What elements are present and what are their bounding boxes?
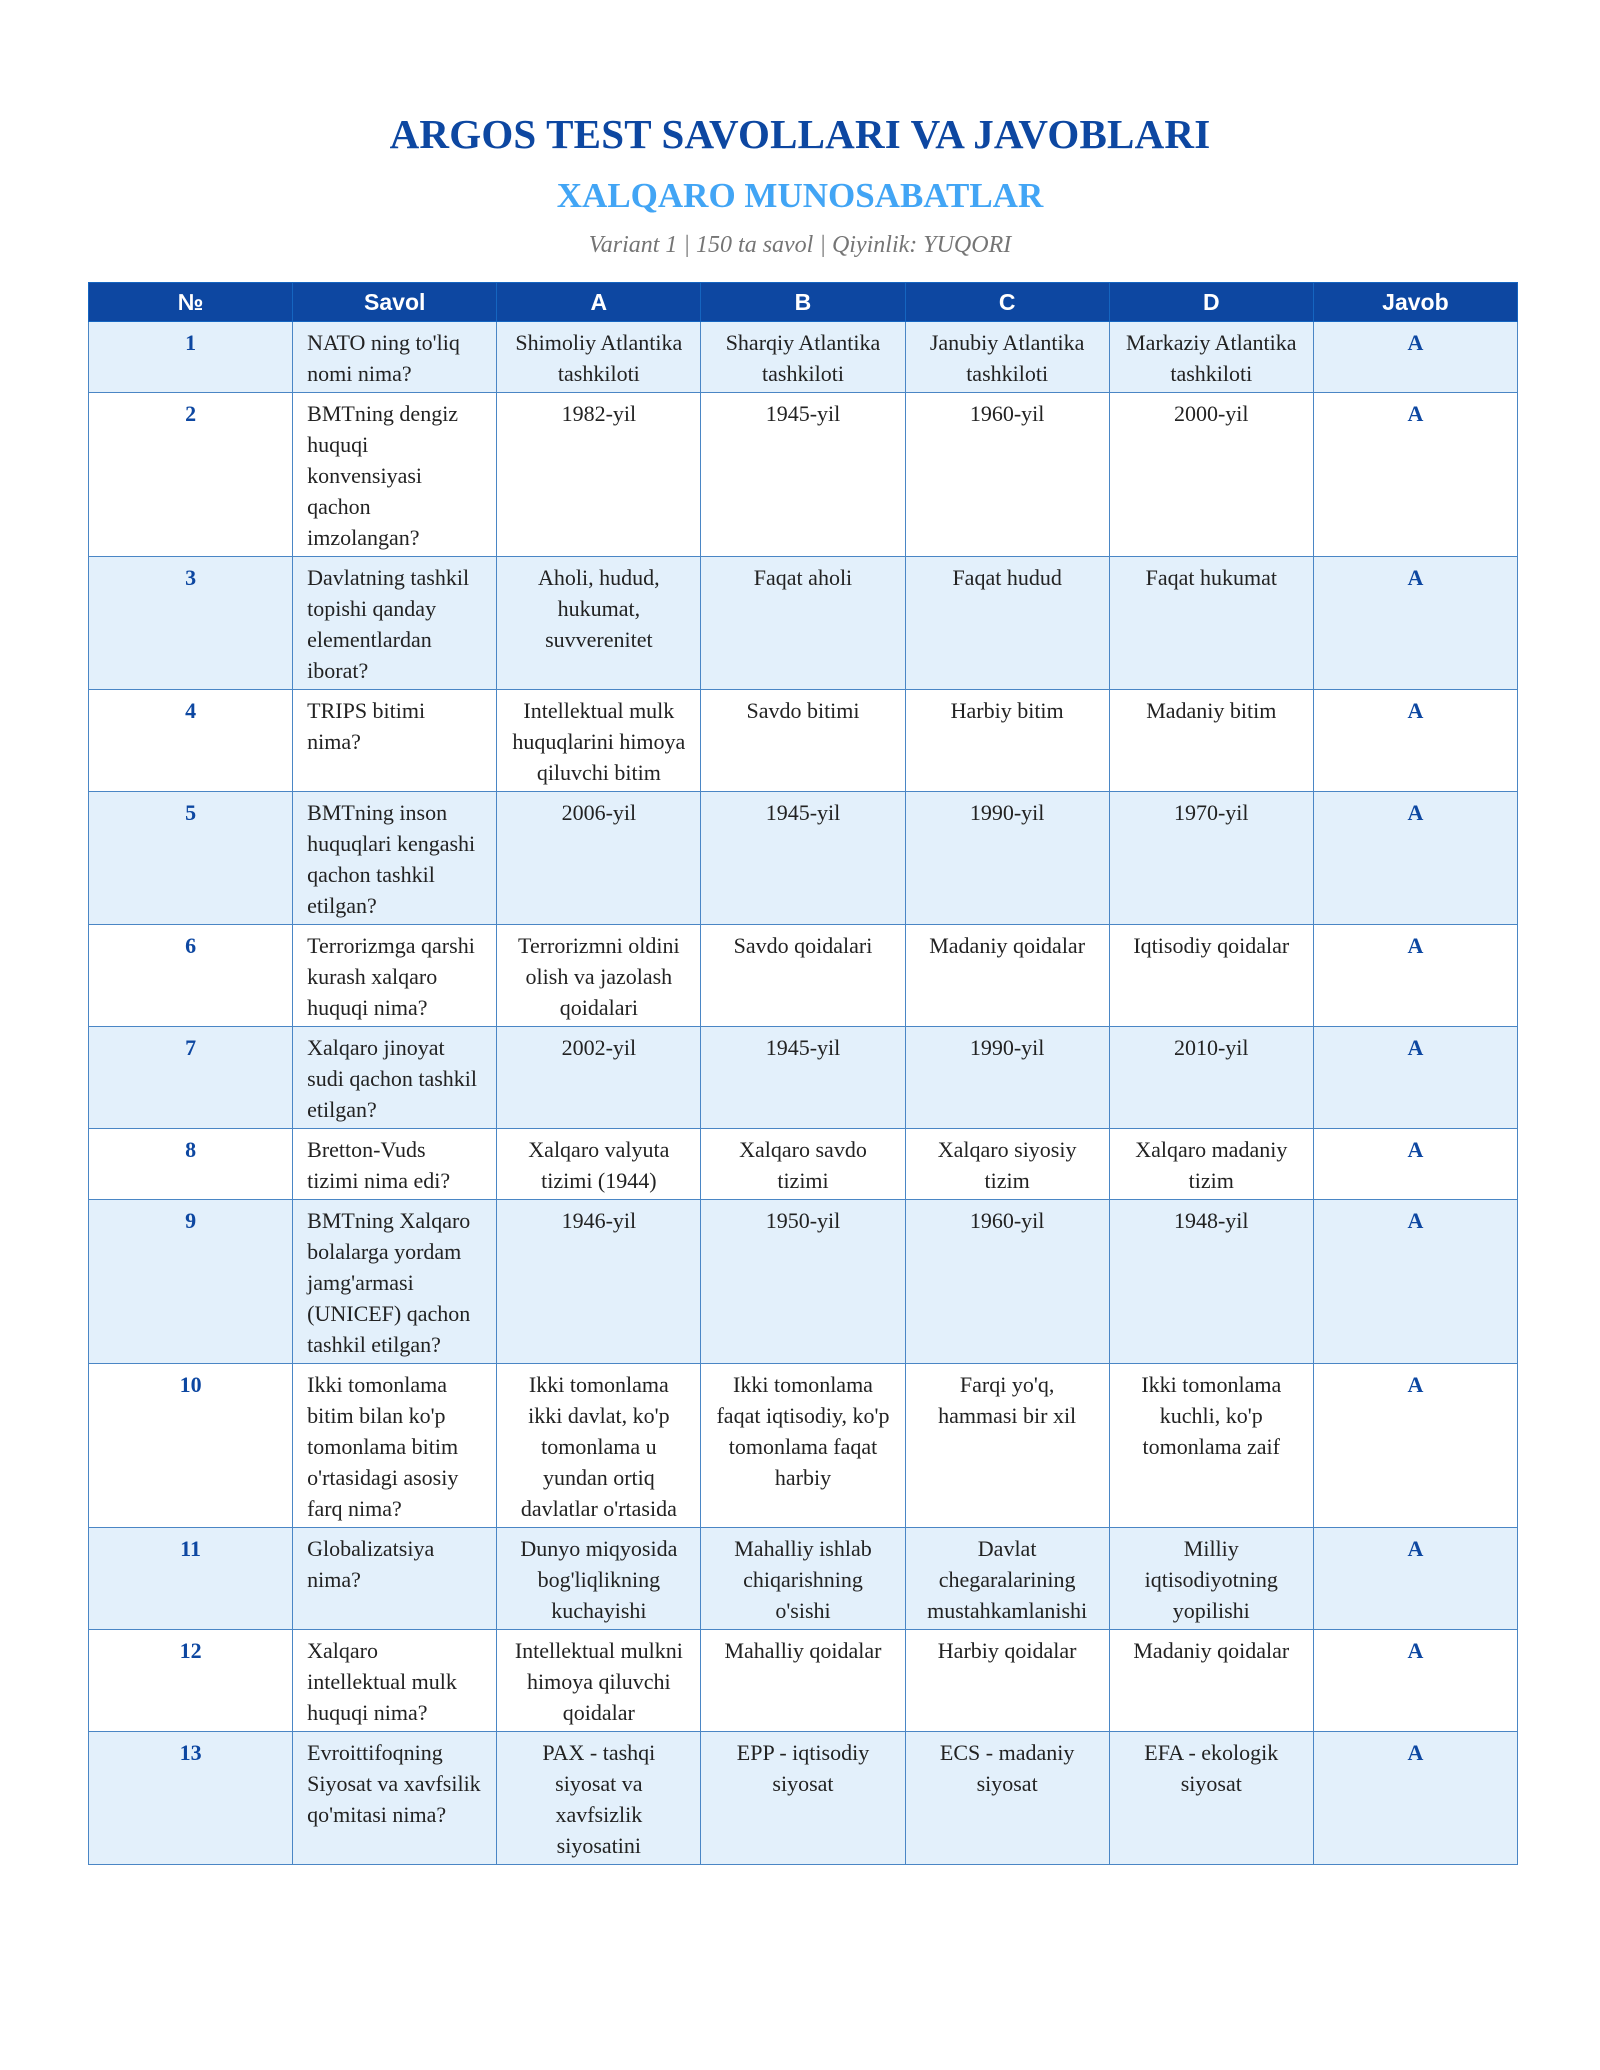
- option-c: Janubiy Atlantika tashkiloti: [905, 322, 1109, 393]
- question-number: 4: [89, 690, 293, 792]
- table-row: [89, 925, 1518, 1027]
- table-row: [89, 1129, 1518, 1200]
- table-row: [89, 1732, 1518, 1865]
- option-a: Ikki tomonlama ikki davlat, ko'p tomonlama u yundan ortiq davlatlar o'rtasida: [497, 1364, 701, 1528]
- question-number: 11: [89, 1528, 293, 1630]
- question-number: 3: [89, 557, 293, 690]
- question-text: BMTning inson huquqlari kengashi qachon tashkil etilgan?: [293, 792, 497, 925]
- option-b: Faqat aholi: [701, 557, 905, 690]
- table-row: [89, 557, 1518, 690]
- header-number: №: [89, 283, 293, 322]
- option-b: Mahalliy ishlab chiqarishning o'sishi: [701, 1528, 905, 1630]
- question-text: Ikki tomonlama bitim bilan ko'p tomonlama bitim o'rtasidagi asosiy farq nima?: [293, 1364, 497, 1528]
- question-number: 1: [89, 322, 293, 393]
- question-number: 12: [89, 1630, 293, 1732]
- option-a: Shimoliy Atlantika tashkiloti: [497, 322, 701, 393]
- option-b: Savdo bitimi: [701, 690, 905, 792]
- option-d: Xalqaro madaniy tizim: [1109, 1129, 1313, 1200]
- option-b: 1945-yil: [701, 792, 905, 925]
- table-body: [89, 322, 1518, 1865]
- header-option-b: B: [701, 283, 905, 322]
- option-a: Dunyo miqyosida bog'liqlikning kuchayishi: [497, 1528, 701, 1630]
- option-d: Ikki tomonlama kuchli, ko'p tomonlama zaif: [1109, 1364, 1313, 1528]
- option-d: Madaniy qoidalar: [1109, 1630, 1313, 1732]
- option-a: Xalqaro valyuta tizimi (1944): [497, 1129, 701, 1200]
- table-row: [89, 1364, 1518, 1528]
- option-b: Mahalliy qoidalar: [701, 1630, 905, 1732]
- option-c: Xalqaro siyosiy tizim: [905, 1129, 1109, 1200]
- correct-answer: A: [1313, 393, 1517, 557]
- option-c: Madaniy qoidalar: [905, 925, 1109, 1027]
- variant-info: Variant 1 | 150 ta savol | Qiyinlik: YUQORI: [588, 232, 1012, 258]
- option-c: Faqat hudud: [905, 557, 1109, 690]
- option-a: Terrorizmni oldini olish va jazolash qoidalari: [497, 925, 701, 1027]
- question-number: 13: [89, 1732, 293, 1865]
- option-b: 1950-yil: [701, 1200, 905, 1364]
- table-row: [89, 1027, 1518, 1129]
- question-text: Xalqaro jinoyat sudi qachon tashkil etilgan?: [293, 1027, 497, 1129]
- question-text: TRIPS bitimi nima?: [293, 690, 497, 792]
- table-row: [89, 1200, 1518, 1364]
- correct-answer: A: [1313, 322, 1517, 393]
- option-a: Aholi, hudud, hukumat, suvverenitet: [497, 557, 701, 690]
- question-number: 7: [89, 1027, 293, 1129]
- option-a: 2006-yil: [497, 792, 701, 925]
- header-option-d: D: [1109, 283, 1313, 322]
- correct-answer: A: [1313, 792, 1517, 925]
- table-row: [89, 792, 1518, 925]
- option-c: 1960-yil: [905, 1200, 1109, 1364]
- question-text: NATO ning to'liq nomi nima?: [293, 322, 497, 393]
- option-d: 2000-yil: [1109, 393, 1313, 557]
- option-c: Harbiy bitim: [905, 690, 1109, 792]
- question-number: 2: [89, 393, 293, 557]
- correct-answer: A: [1313, 690, 1517, 792]
- option-a: 2002-yil: [497, 1027, 701, 1129]
- option-d: 1970-yil: [1109, 792, 1313, 925]
- option-c: Farqi yo'q, hammasi bir xil: [905, 1364, 1109, 1528]
- question-text: Evroittifoqning Siyosat va xavfsilik qo'mitasi nima?: [293, 1732, 497, 1865]
- table-row: [89, 1630, 1518, 1732]
- option-c: 1990-yil: [905, 1027, 1109, 1129]
- option-c: 1960-yil: [905, 393, 1109, 557]
- table-row: [89, 1528, 1518, 1630]
- question-number: 8: [89, 1129, 293, 1200]
- question-text: BMTning Xalqaro bolalarga yordam jamg'armasi (UNICEF) qachon tashkil etilgan?: [293, 1200, 497, 1364]
- question-number: 9: [89, 1200, 293, 1364]
- correct-answer: A: [1313, 1129, 1517, 1200]
- correct-answer: A: [1313, 1528, 1517, 1630]
- questions-table: [88, 282, 1518, 1865]
- option-c: ECS - madaniy siyosat: [905, 1732, 1109, 1865]
- question-text: Davlatning tashkil topishi qanday elementlardan iborat?: [293, 557, 497, 690]
- option-d: EFA - ekologik siyosat: [1109, 1732, 1313, 1865]
- correct-answer: A: [1313, 1364, 1517, 1528]
- option-d: 2010-yil: [1109, 1027, 1313, 1129]
- header-option-c: C: [905, 283, 1109, 322]
- question-number: 6: [89, 925, 293, 1027]
- option-b: 1945-yil: [701, 1027, 905, 1129]
- table-row: [89, 322, 1518, 393]
- table-header-row: [89, 283, 1518, 322]
- option-d: Iqtisodiy qoidalar: [1109, 925, 1313, 1027]
- option-d: Faqat hukumat: [1109, 557, 1313, 690]
- option-a: PAX - tashqi siyosat va xavfsizlik siyosatini: [497, 1732, 701, 1865]
- question-text: Xalqaro intellektual mulk huquqi nima?: [293, 1630, 497, 1732]
- question-text: Terrorizmga qarshi kurash xalqaro huquqi nima?: [293, 925, 497, 1027]
- table-row: [89, 393, 1518, 557]
- option-c: 1990-yil: [905, 792, 1109, 925]
- correct-answer: A: [1313, 557, 1517, 690]
- correct-answer: A: [1313, 1027, 1517, 1129]
- correct-answer: A: [1313, 1732, 1517, 1865]
- option-b: EPP - iqtisodiy siyosat: [701, 1732, 905, 1865]
- correct-answer: A: [1313, 1200, 1517, 1364]
- option-a: Intellektual mulk huquqlarini himoya qiluvchi bitim: [497, 690, 701, 792]
- option-b: Sharqiy Atlantika tashkiloti: [701, 322, 905, 393]
- option-b: 1945-yil: [701, 393, 905, 557]
- option-c: Davlat chegaralarining mustahkamlanishi: [905, 1528, 1109, 1630]
- correct-answer: A: [1313, 925, 1517, 1027]
- question-number: 5: [89, 792, 293, 925]
- option-d: Madaniy bitim: [1109, 690, 1313, 792]
- question-text: Globalizatsiya nima?: [293, 1528, 497, 1630]
- table-row: [89, 690, 1518, 792]
- option-a: Intellektual mulkni himoya qiluvchi qoidalar: [497, 1630, 701, 1732]
- option-a: 1946-yil: [497, 1200, 701, 1364]
- correct-answer: A: [1313, 1630, 1517, 1732]
- option-b: Ikki tomonlama faqat iqtisodiy, ko'p tomonlama faqat harbiy: [701, 1364, 905, 1528]
- header-option-a: A: [497, 283, 701, 322]
- question-number: 10: [89, 1364, 293, 1528]
- option-d: Markaziy Atlantika tashkiloti: [1109, 322, 1313, 393]
- option-a: 1982-yil: [497, 393, 701, 557]
- question-text: BMTning dengiz huquqi konvensiyasi qachon imzolangan?: [293, 393, 497, 557]
- header-answer: Javob: [1313, 283, 1517, 322]
- option-b: Savdo qoidalari: [701, 925, 905, 1027]
- option-d: 1948-yil: [1109, 1200, 1313, 1364]
- option-c: Harbiy qoidalar: [905, 1630, 1109, 1732]
- header-question: Savol: [293, 283, 497, 322]
- document-subtitle: XALQARO MUNOSABATLAR: [556, 176, 1044, 215]
- option-d: Milliy iqtisodiyotning yopilishi: [1109, 1528, 1313, 1630]
- document-title: ARGOS TEST SAVOLLARI VA JAVOBLARI: [389, 111, 1211, 157]
- option-b: Xalqaro savdo tizimi: [701, 1129, 905, 1200]
- question-text: Bretton-Vuds tizimi nima edi?: [293, 1129, 497, 1200]
